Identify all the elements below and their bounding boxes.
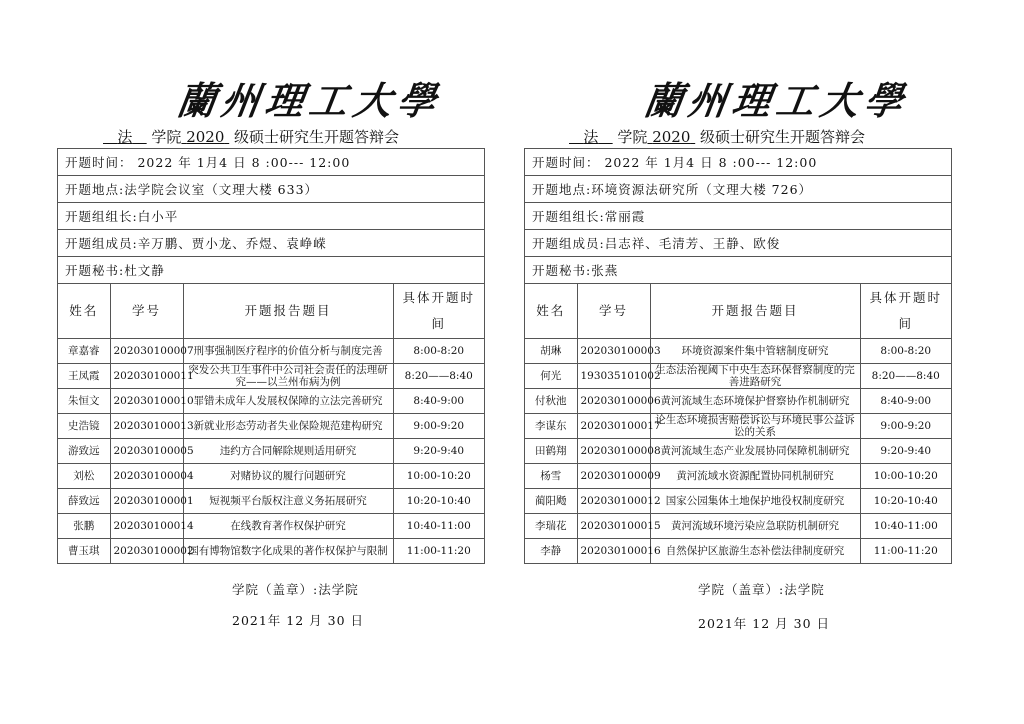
cell-student-id: 202030100004 bbox=[110, 464, 183, 489]
cell-time-slot: 9:00-9:20 bbox=[393, 414, 484, 439]
table-row bbox=[525, 464, 951, 489]
heading-year: 2020 bbox=[652, 128, 691, 146]
cell-student-name: 朱恒文 bbox=[58, 389, 110, 414]
footer-date: 2021年 12 月 30 日 bbox=[698, 616, 831, 631]
table-row bbox=[525, 489, 951, 514]
cell-student-id: 202030100013 bbox=[110, 414, 183, 439]
cell-student-name: 薛致远 bbox=[58, 489, 110, 514]
cell-student-id: 193035101002 bbox=[577, 364, 650, 389]
column-header-id: 学号 bbox=[577, 284, 650, 339]
cell-time-slot: 8:20——8:40 bbox=[860, 364, 951, 389]
heading-year: 2020 bbox=[186, 128, 225, 146]
cell-report-title: 新就业形态劳动者失业保险规范建构研究 bbox=[183, 414, 393, 439]
heading-college: 法 bbox=[583, 128, 599, 146]
table-row bbox=[58, 489, 484, 514]
cell-student-name: 杨雪 bbox=[525, 464, 577, 489]
heading-college: 法 bbox=[117, 128, 133, 146]
cell-student-name: 张鹏 bbox=[58, 514, 110, 539]
cell-report-title: 国家公园集体土地保护地役权制度研究 bbox=[650, 489, 860, 514]
cell-report-title: 对赌协议的履行问题研究 bbox=[183, 464, 393, 489]
cell-student-id: 202030100002 bbox=[110, 539, 183, 564]
cell-student-id: 202030100007 bbox=[110, 339, 183, 364]
info-members: 开题组成员:吕志祥、毛清芳、王静、欧俊 bbox=[525, 230, 951, 257]
cell-student-id: 202030100003 bbox=[577, 339, 650, 364]
cell-time-slot: 11:00-11:20 bbox=[860, 539, 951, 564]
cell-time-slot: 8:40-9:00 bbox=[860, 389, 951, 414]
cell-student-id: 202030100015 bbox=[577, 514, 650, 539]
cell-report-title: 黄河流域生态环境保护督察协作机制研究 bbox=[650, 389, 860, 414]
cell-report-title: 生态法治视阈下中央生态环保督察制度的完善进路研究 bbox=[650, 364, 860, 389]
table-row bbox=[58, 339, 484, 364]
footer-date: 2021年 12 月 30 日 bbox=[232, 613, 365, 628]
cell-student-id: 202030100014 bbox=[110, 514, 183, 539]
cell-report-title: 国有博物馆数字化成果的著作权保护与限制 bbox=[183, 539, 393, 564]
table-row bbox=[58, 439, 484, 464]
cell-student-name: 曹玉琪 bbox=[58, 539, 110, 564]
info-time: 开题时间： 2022 年 1月4 日 8 :00--- 12:00 bbox=[525, 149, 951, 176]
meeting-heading bbox=[103, 126, 399, 147]
cell-student-name: 李静 bbox=[525, 539, 577, 564]
university-logo: 蘭州理工大學 bbox=[174, 78, 445, 123]
info-secretary: 开题秘书:张燕 bbox=[525, 257, 951, 284]
table-row bbox=[58, 514, 484, 539]
cell-time-slot: 8:00-8:20 bbox=[393, 339, 484, 364]
cell-student-name: 王凤霞 bbox=[58, 364, 110, 389]
column-header-id: 学号 bbox=[110, 284, 183, 339]
cell-student-name: 付秋池 bbox=[525, 389, 577, 414]
cell-student-id: 202030100010 bbox=[110, 389, 183, 414]
cell-report-title: 环境资源案件集中管辖制度研究 bbox=[650, 339, 860, 364]
cell-student-id: 202030100009 bbox=[577, 464, 650, 489]
cell-report-title: 突发公共卫生事件中公司社会责任的法理研究——以兰州布病为例 bbox=[183, 364, 393, 389]
cell-student-id: 202030100008 bbox=[577, 439, 650, 464]
info-place: 开题地点:环境资源法研究所（文理大楼 726） bbox=[525, 176, 951, 203]
cell-report-title: 在线教育著作权保护研究 bbox=[183, 514, 393, 539]
heading-college-suffix: 学院 bbox=[151, 128, 182, 146]
info-members: 开题组成员:辛万鹏、贾小龙、乔煜、袁峥嵘 bbox=[58, 230, 484, 257]
cell-student-name: 史浩镜 bbox=[58, 414, 110, 439]
cell-report-title: 违约方合同解除规则适用研究 bbox=[183, 439, 393, 464]
cell-time-slot: 10:40-11:00 bbox=[860, 514, 951, 539]
cell-student-name: 刘松 bbox=[58, 464, 110, 489]
cell-report-title: 刑事强制医疗程序的价值分析与制度完善 bbox=[183, 339, 393, 364]
footer-seal: 学院（盖章）:法学院 bbox=[232, 582, 359, 597]
cell-report-title: 短视频平台版权注意义务拓展研究 bbox=[183, 489, 393, 514]
cell-report-title: 黄河流域环境污染应急联防机制研究 bbox=[650, 514, 860, 539]
cell-student-name: 章嘉睿 bbox=[58, 339, 110, 364]
cell-time-slot: 10:00-10:20 bbox=[860, 464, 951, 489]
cell-time-slot: 10:20-10:40 bbox=[393, 489, 484, 514]
university-logo: 蘭州理工大學 bbox=[641, 78, 912, 123]
table-row bbox=[525, 364, 951, 389]
cell-student-name: 田鹤翔 bbox=[525, 439, 577, 464]
table-row bbox=[525, 539, 951, 564]
cell-student-name: 蔺阳飏 bbox=[525, 489, 577, 514]
cell-student-id: 202030100017 bbox=[577, 414, 650, 439]
cell-time-slot: 8:40-9:00 bbox=[393, 389, 484, 414]
cell-student-name: 游致远 bbox=[58, 439, 110, 464]
notice-table-frame bbox=[57, 148, 485, 564]
notice-table-frame bbox=[524, 148, 952, 564]
schedule-table bbox=[58, 284, 484, 563]
cell-report-title: 黄河流域生态产业发展协同保障机制研究 bbox=[650, 439, 860, 464]
info-time: 开题时间： 2022 年 1月4 日 8 :00--- 12:00 bbox=[58, 149, 484, 176]
schedule-table bbox=[525, 284, 951, 563]
info-secretary: 开题秘书:杜文静 bbox=[58, 257, 484, 284]
cell-student-id: 202030100001 bbox=[110, 489, 183, 514]
column-header-time: 具体开题时间 bbox=[393, 284, 484, 339]
cell-time-slot: 8:00-8:20 bbox=[860, 339, 951, 364]
column-header-name: 姓名 bbox=[58, 284, 110, 339]
cell-student-id: 202030100016 bbox=[577, 539, 650, 564]
table-row bbox=[58, 364, 484, 389]
cell-student-id: 202030100011 bbox=[110, 364, 183, 389]
heading-suffix: 级硕士研究生开题答辩会 bbox=[699, 128, 865, 146]
cell-student-name: 何光 bbox=[525, 364, 577, 389]
column-header-title: 开题报告题目 bbox=[650, 284, 860, 339]
cell-report-title: 自然保护区旅游生态补偿法律制度研究 bbox=[650, 539, 860, 564]
column-header-name: 姓名 bbox=[525, 284, 577, 339]
cell-student-name: 李瑞花 bbox=[525, 514, 577, 539]
cell-time-slot: 9:20-9:40 bbox=[393, 439, 484, 464]
cell-report-title: 论生态环境损害赔偿诉讼与环境民事公益诉讼的关系 bbox=[650, 414, 860, 439]
footer-seal: 学院（盖章）:法学院 bbox=[698, 582, 825, 597]
info-leader: 开题组组长:白小平 bbox=[58, 203, 484, 230]
table-row bbox=[525, 439, 951, 464]
table-row bbox=[58, 389, 484, 414]
table-row bbox=[525, 339, 951, 364]
cell-time-slot: 11:00-11:20 bbox=[393, 539, 484, 564]
cell-report-title: 罪错未成年人发展权保障的立法完善研究 bbox=[183, 389, 393, 414]
column-header-time: 具体开题时间 bbox=[860, 284, 951, 339]
cell-report-title: 黄河流域水资源配置协同机制研究 bbox=[650, 464, 860, 489]
table-header-row bbox=[58, 284, 484, 339]
table-row bbox=[525, 389, 951, 414]
cell-student-id: 202030100006 bbox=[577, 389, 650, 414]
cell-time-slot: 9:20-9:40 bbox=[860, 439, 951, 464]
table-row bbox=[58, 414, 484, 439]
info-leader: 开题组组长:常丽霞 bbox=[525, 203, 951, 230]
cell-student-id: 202030100005 bbox=[110, 439, 183, 464]
cell-student-name: 李谋东 bbox=[525, 414, 577, 439]
info-place: 开题地点:法学院会议室（文理大楼 633） bbox=[58, 176, 484, 203]
cell-time-slot: 10:00-10:20 bbox=[393, 464, 484, 489]
cell-student-name: 胡琳 bbox=[525, 339, 577, 364]
table-row bbox=[58, 464, 484, 489]
heading-suffix: 级硕士研究生开题答辩会 bbox=[233, 128, 399, 146]
heading-college-suffix: 学院 bbox=[617, 128, 648, 146]
cell-student-id: 202030100012 bbox=[577, 489, 650, 514]
meeting-heading bbox=[569, 126, 865, 147]
table-header-row bbox=[525, 284, 951, 339]
cell-time-slot: 9:00-9:20 bbox=[860, 414, 951, 439]
cell-time-slot: 8:20——8:40 bbox=[393, 364, 484, 389]
table-row bbox=[525, 414, 951, 439]
column-header-title: 开题报告题目 bbox=[183, 284, 393, 339]
table-row bbox=[58, 539, 484, 564]
cell-time-slot: 10:40-11:00 bbox=[393, 514, 484, 539]
table-row bbox=[525, 514, 951, 539]
cell-time-slot: 10:20-10:40 bbox=[860, 489, 951, 514]
